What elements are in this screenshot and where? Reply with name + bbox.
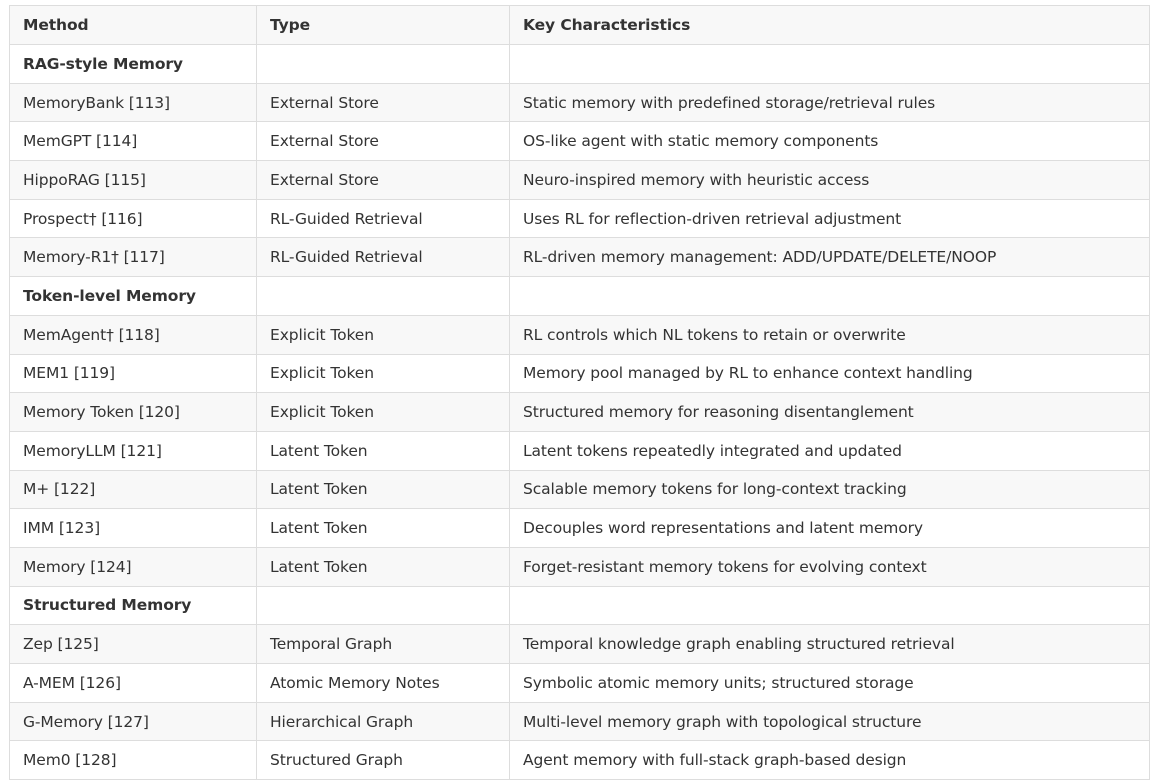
type-cell: Atomic Memory Notes	[257, 664, 510, 703]
key-characteristics-cell: RL-driven memory management: ADD/UPDATE/DELETE/NOOP	[510, 238, 1150, 277]
key-characteristics-cell: Uses RL for reflection-driven retrieval adjustment	[510, 199, 1150, 238]
table-row	[10, 470, 1150, 509]
table-row	[10, 393, 1150, 432]
method-cell: Memory-R1† [117]	[10, 238, 257, 277]
method-cell: Memory [124]	[10, 547, 257, 586]
method-cell: Mem0 [128]	[10, 741, 257, 780]
type-cell: Latent Token	[257, 431, 510, 470]
type-cell: External Store	[257, 83, 510, 122]
type-cell: RL-Guided Retrieval	[257, 238, 510, 277]
group-header-row	[10, 45, 1150, 84]
memory-methods-table-container	[9, 5, 1149, 780]
table-row	[10, 315, 1150, 354]
table-row	[10, 431, 1150, 470]
key-characteristics-cell: Temporal knowledge graph enabling structured retrieval	[510, 625, 1150, 664]
key-characteristics-cell: RL controls which NL tokens to retain or overwrite	[510, 315, 1150, 354]
group-header-row	[10, 586, 1150, 625]
key-characteristics-cell: Static memory with predefined storage/retrieval rules	[510, 83, 1150, 122]
key-characteristics-cell: Memory pool managed by RL to enhance context handling	[510, 354, 1150, 393]
key-characteristics-cell: OS-like agent with static memory components	[510, 122, 1150, 161]
table-header	[10, 6, 1150, 45]
table-row	[10, 122, 1150, 161]
type-cell: RL-Guided Retrieval	[257, 199, 510, 238]
type-cell: Explicit Token	[257, 393, 510, 432]
type-cell	[257, 277, 510, 316]
table-row	[10, 238, 1150, 277]
table-row	[10, 741, 1150, 780]
table-row	[10, 625, 1150, 664]
table-row	[10, 161, 1150, 200]
type-cell	[257, 586, 510, 625]
method-cell: A-MEM [126]	[10, 664, 257, 703]
table-row	[10, 354, 1150, 393]
method-cell: M+ [122]	[10, 470, 257, 509]
type-cell: Latent Token	[257, 470, 510, 509]
table-row	[10, 199, 1150, 238]
type-cell: External Store	[257, 161, 510, 200]
group-label: RAG-style Memory	[10, 45, 257, 84]
key-characteristics-cell	[510, 277, 1150, 316]
type-cell: External Store	[257, 122, 510, 161]
method-cell: G-Memory [127]	[10, 702, 257, 741]
group-label: Structured Memory	[10, 586, 257, 625]
table-row	[10, 664, 1150, 703]
key-characteristics-cell: Neuro-inspired memory with heuristic access	[510, 161, 1150, 200]
key-characteristics-cell: Symbolic atomic memory units; structured storage	[510, 664, 1150, 703]
key-characteristics-cell	[510, 45, 1150, 84]
key-characteristics-cell: Structured memory for reasoning disentanglement	[510, 393, 1150, 432]
method-cell: MemAgent† [118]	[10, 315, 257, 354]
table-row	[10, 547, 1150, 586]
group-label: Token-level Memory	[10, 277, 257, 316]
header-type: Type	[257, 6, 510, 45]
method-cell: MemGPT [114]	[10, 122, 257, 161]
key-characteristics-cell: Multi-level memory graph with topological structure	[510, 702, 1150, 741]
type-cell: Explicit Token	[257, 354, 510, 393]
type-cell: Latent Token	[257, 509, 510, 548]
key-characteristics-cell: Scalable memory tokens for long-context tracking	[510, 470, 1150, 509]
type-cell: Latent Token	[257, 547, 510, 586]
table-row	[10, 509, 1150, 548]
key-characteristics-cell	[510, 586, 1150, 625]
type-cell: Explicit Token	[257, 315, 510, 354]
method-cell: HippoRAG [115]	[10, 161, 257, 200]
header-method: Method	[10, 6, 257, 45]
table-body	[10, 45, 1150, 780]
memory-methods-table	[9, 5, 1150, 780]
key-characteristics-cell: Decouples word representations and latent memory	[510, 509, 1150, 548]
method-cell: IMM [123]	[10, 509, 257, 548]
group-header-row	[10, 277, 1150, 316]
method-cell: MEM1 [119]	[10, 354, 257, 393]
type-cell: Hierarchical Graph	[257, 702, 510, 741]
header-key-characteristics: Key Characteristics	[510, 6, 1150, 45]
key-characteristics-cell: Agent memory with full-stack graph-based design	[510, 741, 1150, 780]
type-cell: Temporal Graph	[257, 625, 510, 664]
table-row	[10, 83, 1150, 122]
key-characteristics-cell: Forget-resistant memory tokens for evolving context	[510, 547, 1150, 586]
type-cell	[257, 45, 510, 84]
type-cell: Structured Graph	[257, 741, 510, 780]
method-cell: Zep [125]	[10, 625, 257, 664]
method-cell: MemoryBank [113]	[10, 83, 257, 122]
method-cell: Prospect† [116]	[10, 199, 257, 238]
key-characteristics-cell: Latent tokens repeatedly integrated and updated	[510, 431, 1150, 470]
header-row	[10, 6, 1150, 45]
method-cell: MemoryLLM [121]	[10, 431, 257, 470]
method-cell: Memory Token [120]	[10, 393, 257, 432]
table-row	[10, 702, 1150, 741]
